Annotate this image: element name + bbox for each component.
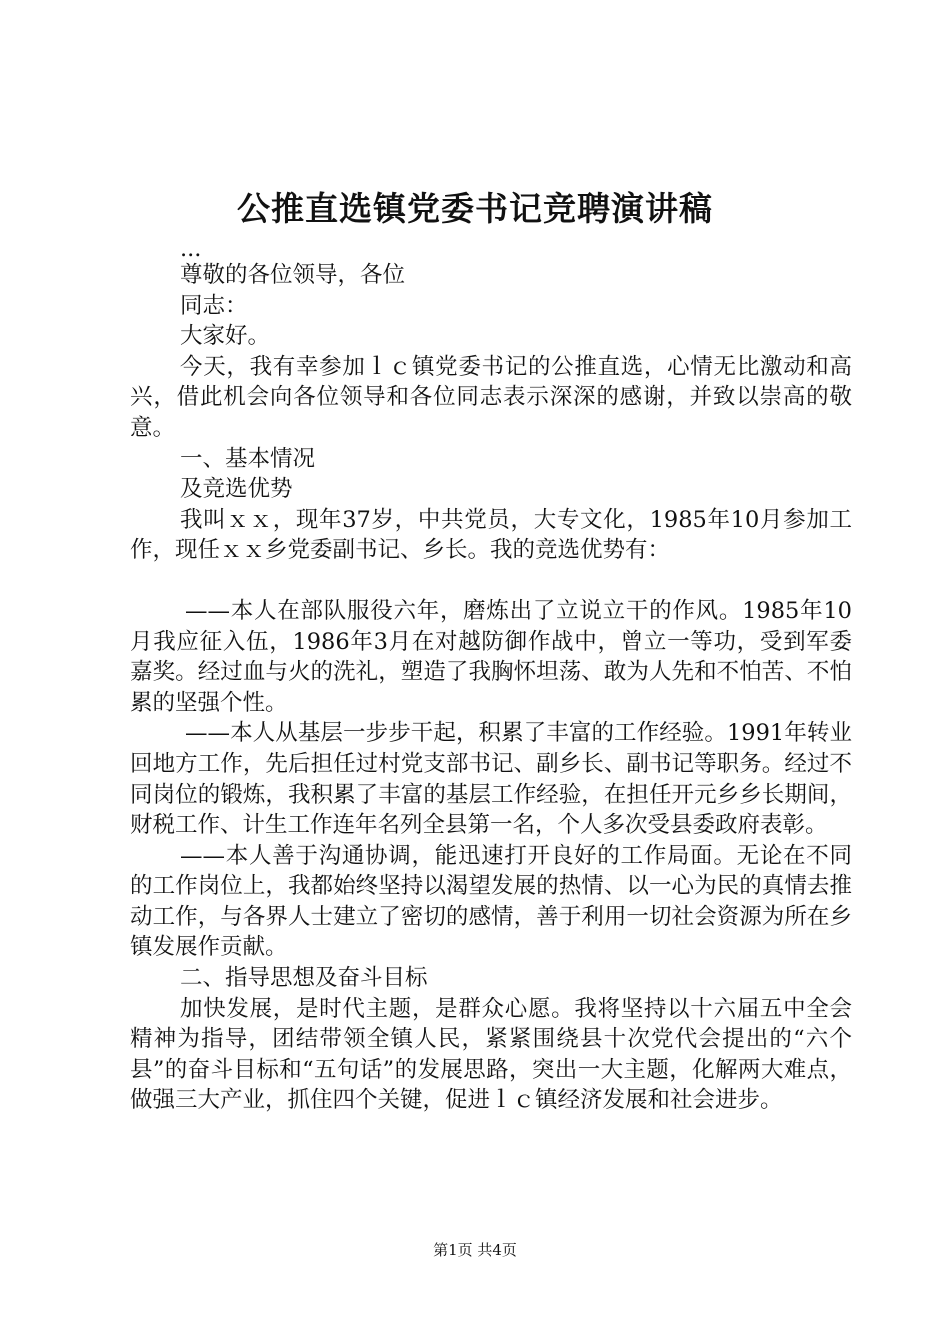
paragraph-goals: 加快发展，是时代主题，是群众心愿。我将坚持以十六届五中全会精神为指导，团结带领全镇人民，紧紧围绕县十次党代会提出的“六个县”的奋斗目标和“五句话”的发展思路，突出一大主题，化解两大难点，做强三大产业，抓住四个关键，促进ｌｃ镇经济发展和社会进步。 — [130, 995, 852, 1114]
section-heading-2: 二、指导思想及奋斗目标 — [180, 965, 428, 992]
section-heading-1b: 及竞选优势 — [180, 476, 293, 503]
paragraph-advantage-1: ——本人在部队服役六年，磨炼出了立说立干的作风。1985年10月我应征入伍，1986年3月在对越防御作战中，曾立一等功，受到军委嘉奖。经过血与火的洗礼，塑造了我胸怀坦荡、敢为人先和不怕苦、不怕累的坚强个性。 — [130, 597, 852, 716]
salutation-line-1: 尊敬的各位领导，各位 — [180, 262, 406, 288]
ellipsis-line: ... — [180, 236, 202, 262]
blank-line — [130, 566, 852, 596]
greeting: 大家好。 — [180, 323, 271, 350]
paragraph-intro: 今天，我有幸参加ｌｃ镇党委书记的公推直选，心情无比激动和高兴，借此机会向各位领导和各位同志表示深深的感谢，并致以崇高的敬意。 — [130, 353, 852, 441]
paragraph-advantage-3: ——本人善于沟通协调，能迅速打开良好的工作局面。无论在不同的工作岗位上，我都始终坚持以渴望发展的热情、以一心为民的真情去推动工作，与各界人士建立了密切的感情，善于利用一切社会资源为所在乡镇发展作贡献。 — [130, 842, 852, 961]
page-footer: 第1页 共4页 — [433, 1241, 517, 1259]
paragraph-advantage-2: ——本人从基层一步步干起，积累了丰富的工作经验。1991年转业回地方工作，先后担任过村党支部书记、副乡长、副书记等职务。经过不同岗位的锻炼，我积累了丰富的基层工作经验，在担任开元乡乡长期间，财税工作、计生工作连年名列全县第一名，个人多次受县委政府表彰。 — [130, 720, 852, 839]
document-title: 公推直选镇党委书记竞聘演讲稿 — [237, 189, 713, 228]
section-heading-1a: 一、基本情况 — [180, 445, 316, 472]
paragraph-background: 我叫ｘｘ，现年37岁，中共党员，大专文化，1985年10月参加工作，现任ｘｘ乡党委副书记、乡长。我的竞选优势有： — [130, 506, 852, 564]
document-body — [130, 238, 852, 1116]
salutation-line-2: 同志： — [180, 292, 248, 319]
